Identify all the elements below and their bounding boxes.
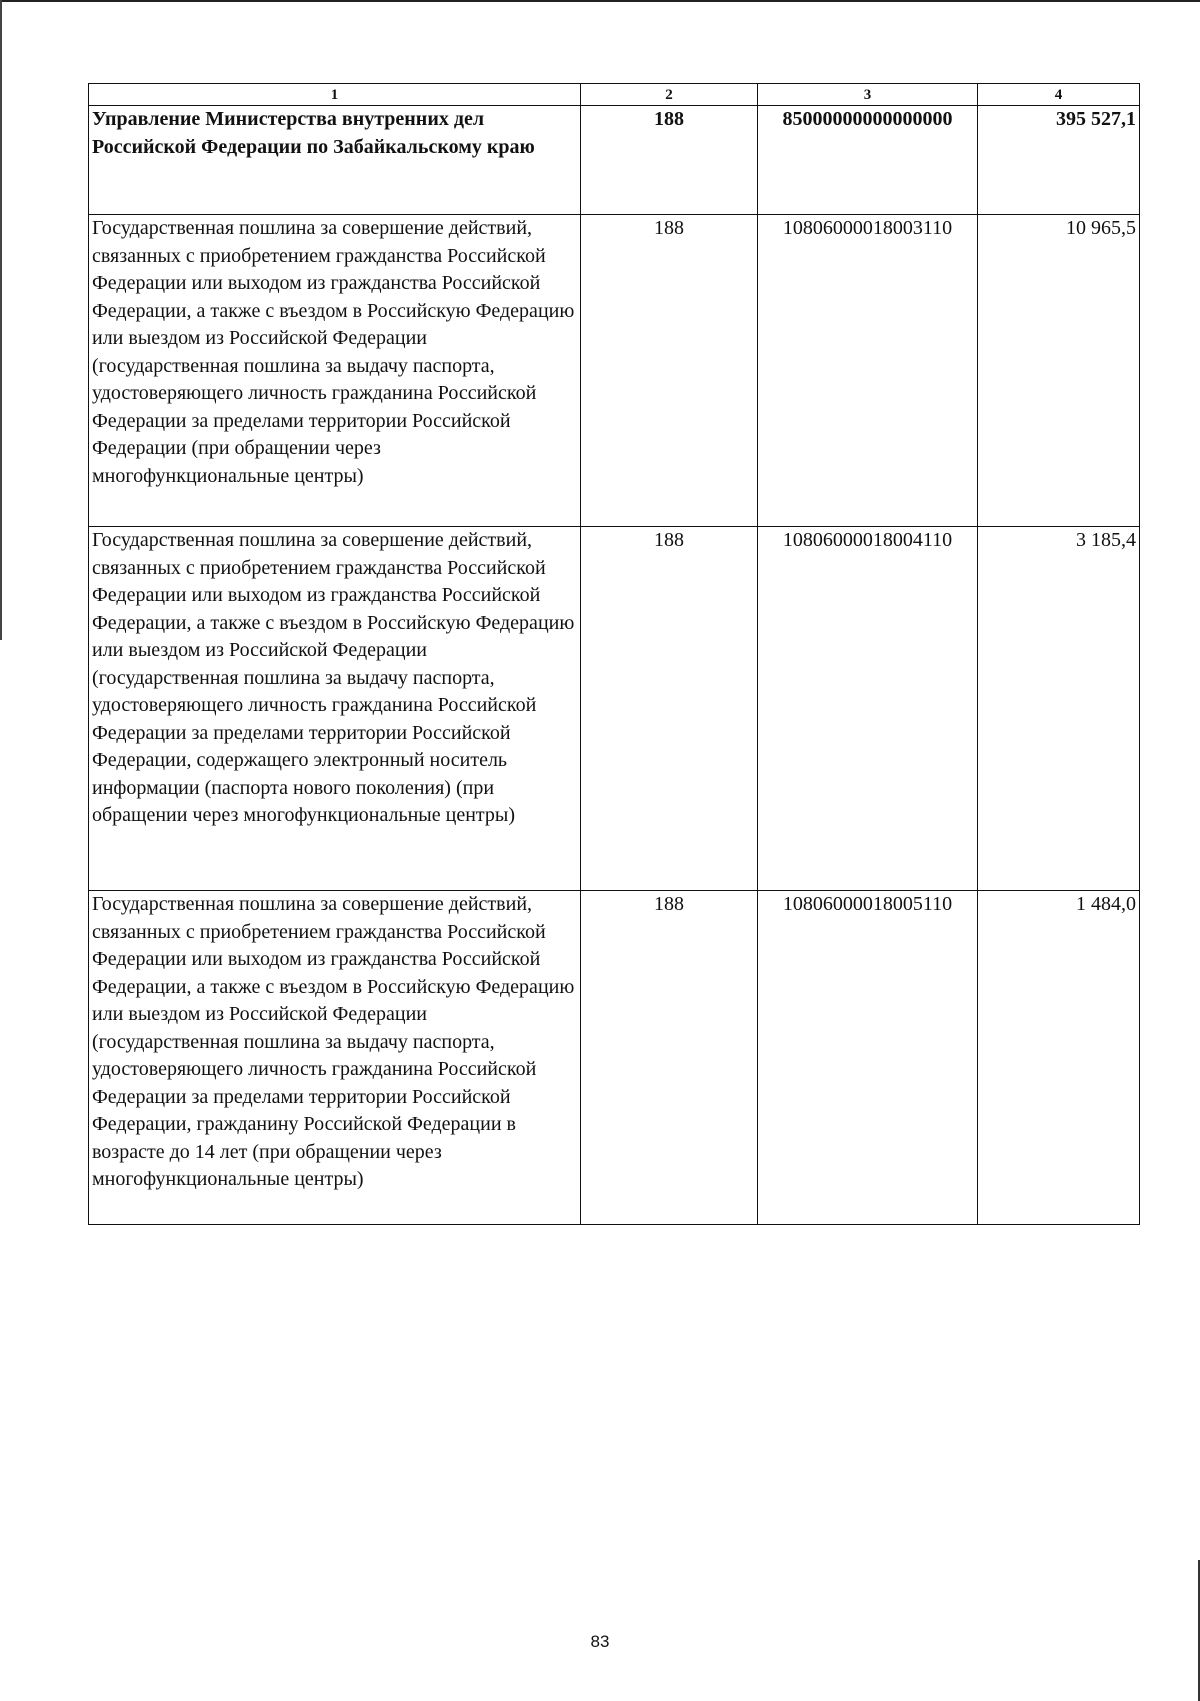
administrator-code: 188 (581, 106, 758, 215)
scan-edge-top (0, 0, 1200, 2)
column-number-3: 3 (758, 84, 978, 106)
budget-classification-code: 10806000018004110 (758, 527, 978, 891)
amount-total: 395 527,1 (978, 106, 1140, 215)
revenue-description: Государственная пошлина за совершение действий, связанных с приобретением гражданства Российской Федерации или выходом из гражданства Российской Федерации, а также с въездом в Российскую Федерацию или выездом из Российской Федерации (государственная пошлина за выдачу паспорта, удостоверяющего личность гражданина Российской Федерации за пределами территории Российской Федерации, гражданину Российской Федерации в возрасте до 14 лет (при обращении через многофункциональные центры) (89, 891, 581, 1225)
revenue-description: Государственная пошлина за совершение действий, связанных с приобретением гражданства Российской Федерации или выходом из гражданства Российской Федерации, а также с въездом в Российскую Федерацию или выездом из Российской Федерации (государственная пошлина за выдачу паспорта, удостоверяющего личность гражданина Российской Федерации за пределами территории Российской Федерации, содержащего электронный носитель информации (паспорта нового поколения) (при обращении через многофункциональные центры) (89, 527, 581, 891)
budget-classification-code: 10806000018005110 (758, 891, 978, 1225)
budget-classification-code: 85000000000000000 (758, 106, 978, 215)
table-row (89, 891, 1140, 1225)
table-row (89, 527, 1140, 891)
column-number-row (89, 84, 1140, 106)
amount: 1 484,0 (978, 891, 1140, 1225)
administrator-name: Управление Министерства внутренних дел Российской Федерации по Забайкальскому краю (89, 106, 581, 215)
budget-classification-code: 10806000018003110 (758, 215, 978, 527)
amount: 10 965,5 (978, 215, 1140, 527)
revenue-description: Государственная пошлина за совершение действий, связанных с приобретением гражданства Российской Федерации или выходом из гражданства Российской Федерации, а также с въездом в Российскую Федерацию или выездом из Российской Федерации (государственная пошлина за выдачу паспорта, удостоверяющего личность гражданина Российской Федерации за пределами территории Российской Федерации (при обращении через многофункциональные центры) (89, 215, 581, 527)
revenue-table (88, 83, 1140, 1225)
column-number-2: 2 (581, 84, 758, 106)
page-number: 83 (590, 1632, 610, 1651)
administrator-code: 188 (581, 891, 758, 1225)
table-row (89, 215, 1140, 527)
scan-edge-left (0, 0, 2, 640)
administrator-code: 188 (581, 527, 758, 891)
table-row-administrator (89, 106, 1140, 215)
administrator-code: 188 (581, 215, 758, 527)
column-number-1: 1 (89, 84, 581, 106)
amount: 3 185,4 (978, 527, 1140, 891)
column-number-4: 4 (978, 84, 1140, 106)
